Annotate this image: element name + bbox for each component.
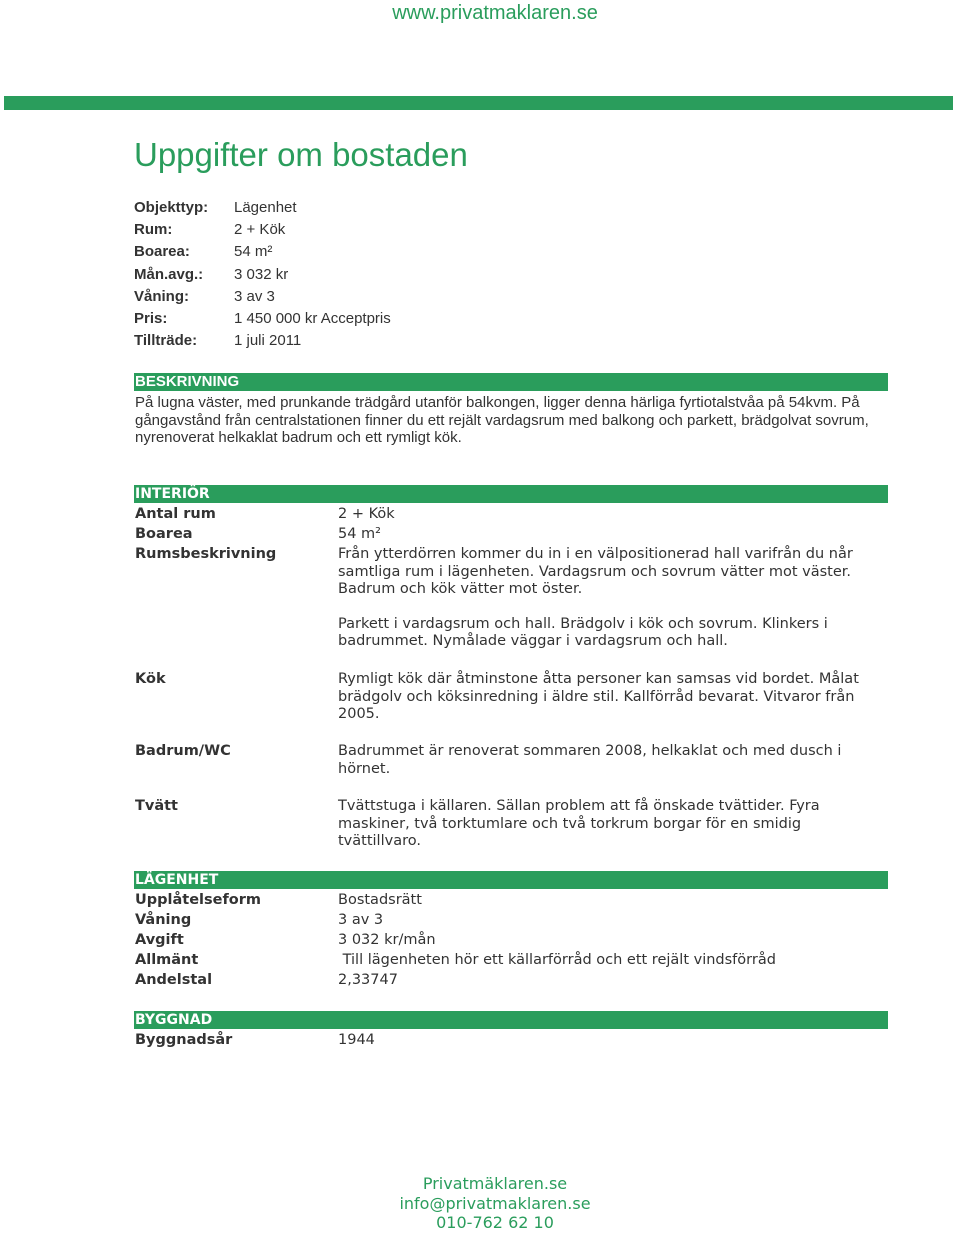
header-divider-bar xyxy=(4,96,953,110)
summary-row-pris: Pris: 1 450 000 kr Acceptpris xyxy=(134,309,391,327)
summary-row-boarea: Boarea: 54 m² xyxy=(134,243,273,261)
summary-row-manavg: Mån.avg.: 3 032 kr xyxy=(134,265,289,283)
footer-phone: 010-762 62 10 xyxy=(436,1213,554,1232)
property-summary xyxy=(134,197,391,352)
footer-contact xyxy=(0,1174,960,1233)
summary-row-rum: Rum: 2 + Kök xyxy=(134,221,286,239)
section-heading-beskrivning: BESKRIVNING xyxy=(134,373,888,391)
footer-company-link[interactable]: Privatmäklaren.se xyxy=(422,1174,568,1193)
section-heading-interior: INTERIÖR xyxy=(134,485,888,503)
description-text: På lugna väster, med prunkande trädgård utanför balkongen, ligger denna härliga fyrtiotalstvåa på 54kvm. På gångavstånd från centralstationen finner du ett rejält vardagsrum med balkong och parkett, brädgolvat sovrum, nyrenoverat helkaklat badrum och ett rymligt kök. xyxy=(135,394,869,446)
section-heading-lagenhet: LÄGENHET xyxy=(134,871,888,889)
summary-row-tilltrade: Tillträde: 1 juli 2011 xyxy=(134,332,302,350)
page-title: Uppgifter om bostaden xyxy=(134,136,468,173)
summary-row-objekttyp: Objekttyp: Lägenhet xyxy=(134,199,297,216)
summary-row-vaning: Våning: 3 av 3 xyxy=(134,287,275,305)
section-heading-byggnad: BYGGNAD xyxy=(134,1011,888,1029)
site-url-header[interactable]: www.privatmaklaren.se xyxy=(392,2,598,24)
footer-email-link[interactable]: info@privatmaklaren.se xyxy=(399,1193,591,1213)
